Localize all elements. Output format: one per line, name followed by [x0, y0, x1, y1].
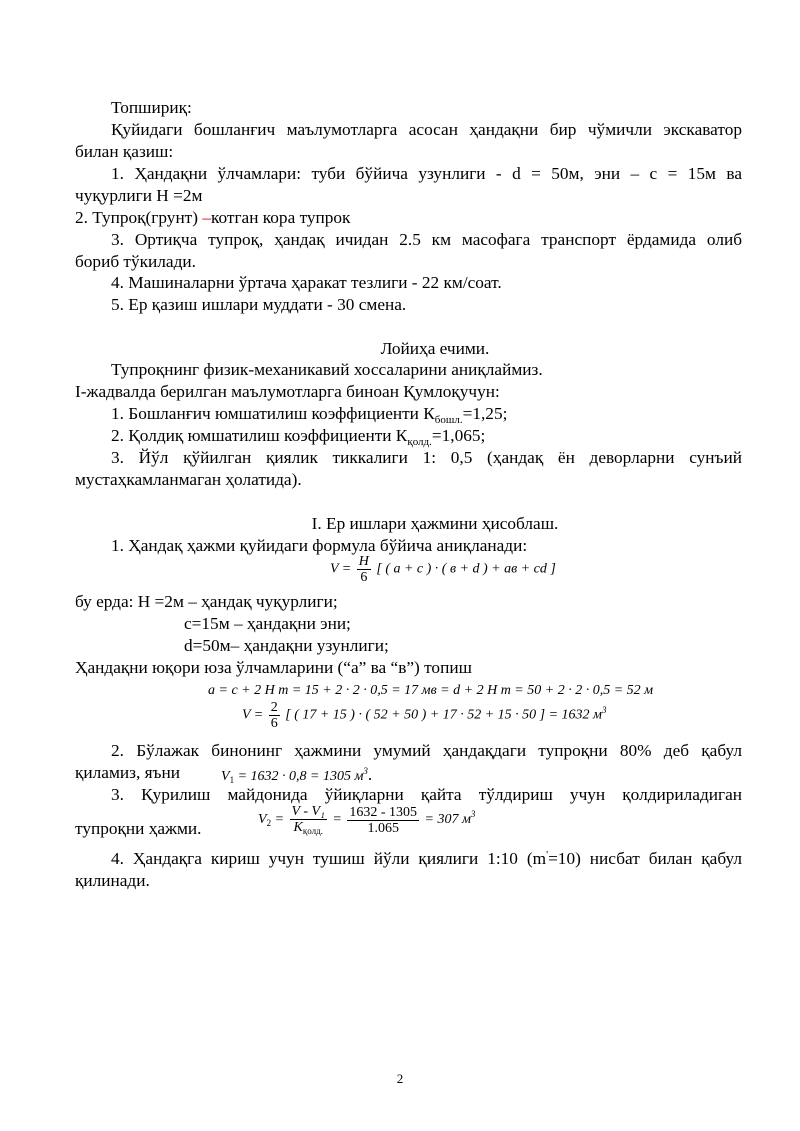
- formula-v2-lhs-sub: 2: [266, 818, 272, 829]
- formula-v-exp: 3: [601, 704, 607, 715]
- formula-v2-den: K: [293, 820, 303, 835]
- coef1: [111, 403, 742, 428]
- where-h: бу ерда: Н =2м – ҳандақ чуқурлиги;: [75, 592, 338, 611]
- item2-dash: –: [202, 208, 211, 227]
- table-ref: I-жадвалда берилган маълумотларга биноан Қумлоқучун:: [75, 382, 500, 401]
- formula-v2-lhs: V: [258, 812, 267, 828]
- coef2-value: =1,065;: [431, 426, 486, 445]
- formula-v2-fraction-2: [347, 805, 419, 836]
- slope-line-1: 3. Йўл қўйилган қиялик тиккалиги 1: 0,5 (ҳандақ ён деворларни сунъий: [111, 448, 742, 467]
- soil-props: Тупроқнинг физик-механикавий хоссаларини аниқлаймиз.: [111, 360, 543, 379]
- formula-v1-rest: = 1632 · 0,8 = 1305 м: [234, 769, 364, 784]
- formula-v-value: [242, 700, 606, 731]
- entry-prime: ': [546, 849, 549, 861]
- formula-v2-num: V - V₁: [291, 804, 325, 819]
- item2-label: 2. Тупроқ(грунт): [75, 208, 203, 227]
- formula-v2-den-sub: қолд.: [302, 826, 323, 836]
- item4: 4. Машиналарни ўртача ҳаракат тезлиги - 22 км/соат.: [111, 273, 502, 292]
- formula-v2-den2: 1.065: [367, 820, 399, 836]
- def-d: d=50м– ҳандақни узунлиги;: [184, 636, 389, 655]
- formula-v2-num2: 1632 - 1305: [349, 804, 418, 820]
- formula-v1-dot: .: [367, 765, 373, 784]
- entry-line-1: [111, 848, 742, 873]
- top-dims: Ҳандақни юқори юза ўлчамларини (“а” ва “в”) топиш: [75, 658, 472, 677]
- coef1-value: =1,25;: [462, 404, 508, 423]
- def-c: с=15м – ҳандақни эни;: [184, 614, 351, 633]
- item1-line-2: чуқурлиги Н =2м: [75, 186, 203, 205]
- formula-volume-rest: [ ( a + c ) · ( в + d ) + ав + cd ]: [376, 561, 556, 577]
- intro-line-1: Қуйидаги бошланғич маълумотларга асосан ҳандақни бир чўмичли экскаватор: [111, 120, 742, 139]
- formula-v2-fraction-1: [290, 804, 327, 836]
- entry-line-2: қилинади.: [75, 871, 150, 890]
- section1-title: I. Ер ишлари ҳажмини ҳисоблаш.: [311, 514, 559, 533]
- vol-formula-intro: 1. Ҳандақ ҳажми қуйидаги формула бўйича аниқланади:: [111, 536, 528, 555]
- formula-v2: $V_2$ = $\frac{\text{V - V₁}}{K_{қолд.}}$ = $\frac{1632 - 1305}{1.065}$ = 307 $м^3$: [258, 804, 476, 836]
- slope-line-2: мустаҳкамланмаган ҳолатида).: [75, 470, 302, 489]
- formula-volume-den: 6: [360, 570, 368, 585]
- page-number: 2: [396, 1071, 404, 1086]
- entry-text-a: 4. Ҳандақга кириш учун тушиш йўли қиялиги 1:10 (m: [111, 849, 547, 868]
- building-line-1: 2. Бўлажак бинонинг ҳажмини умумий ҳандақдаги тупроқни 80% деб қабул: [111, 741, 742, 760]
- item2: [75, 207, 742, 229]
- formula-volume: [330, 554, 556, 585]
- coef2-sub: қолд.: [407, 436, 432, 448]
- formula-v-fraction: [269, 700, 280, 731]
- formula-v2-exp: 3: [470, 809, 476, 820]
- coef2: [111, 425, 742, 450]
- formula-volume-num: H: [358, 554, 369, 569]
- formula-v-lhs: V =: [242, 707, 264, 723]
- coef1-label: 1. Бошланғич юмшатилиш коэффициенти К: [111, 404, 435, 423]
- formula-v-den: 6: [270, 716, 278, 731]
- item2-soil: котган кора тупрок: [210, 208, 351, 227]
- formula-ab: a = c + 2 H m = 15 + 2 · 2 · 0,5 = 17 мв = d + 2 H m = 50 + 2 · 2 · 0,5 = 52 м: [208, 683, 654, 698]
- intro-line-2: билан қазиш:: [75, 142, 174, 161]
- item3-line-1: 3. Ортиқча тупроқ, ҳандақ ичидан 2.5 км масофага транспорт ёрдамида олиб: [111, 230, 742, 249]
- formula-v1-sub: 1: [229, 775, 235, 785]
- backfill-line-1: 3. Қурилиш майдонида ўйиқларни қайта тўлдириш учун қолдириладиган: [111, 785, 742, 804]
- backfill-line-2: тупроқни ҳажми.: [75, 819, 202, 838]
- building-line-2: қиламиз, яъни: [75, 763, 180, 782]
- formula-v2-result: = 307 м: [424, 812, 471, 828]
- formula-v1-exp: 3: [363, 766, 368, 776]
- item1-line-1: 1. Ҳандақни ўлчамлари: туби бўйича узунлиги - d = 50м, эни – с = 15м ва: [111, 164, 742, 183]
- coef2-label: 2. Қолдиқ юмшатилиш коэффициенти К: [111, 426, 408, 445]
- formula-v-rest: [ ( 17 + 15 ) · ( 52 + 50 ) + 17 · 52 + 15 · 50 ] = 1632 м: [285, 707, 602, 723]
- item3-line-2: бориб тўкилади.: [75, 252, 196, 271]
- formula-volume-fraction: [357, 554, 371, 585]
- entry-text-b: =10) нисбат билан қабул: [548, 849, 742, 868]
- item5: 5. Ер қазиш ишлари муддати - 30 смена.: [111, 295, 407, 314]
- solution-title: Лойиҳа ечими.: [380, 339, 490, 358]
- coef1-sub: бошл.: [434, 414, 463, 426]
- task-title: Топшириқ:: [111, 98, 192, 117]
- formula-v1-symbol: V: [221, 769, 230, 784]
- formula-v-num: 2: [270, 700, 278, 715]
- formula-volume-lhs: V =: [330, 561, 352, 577]
